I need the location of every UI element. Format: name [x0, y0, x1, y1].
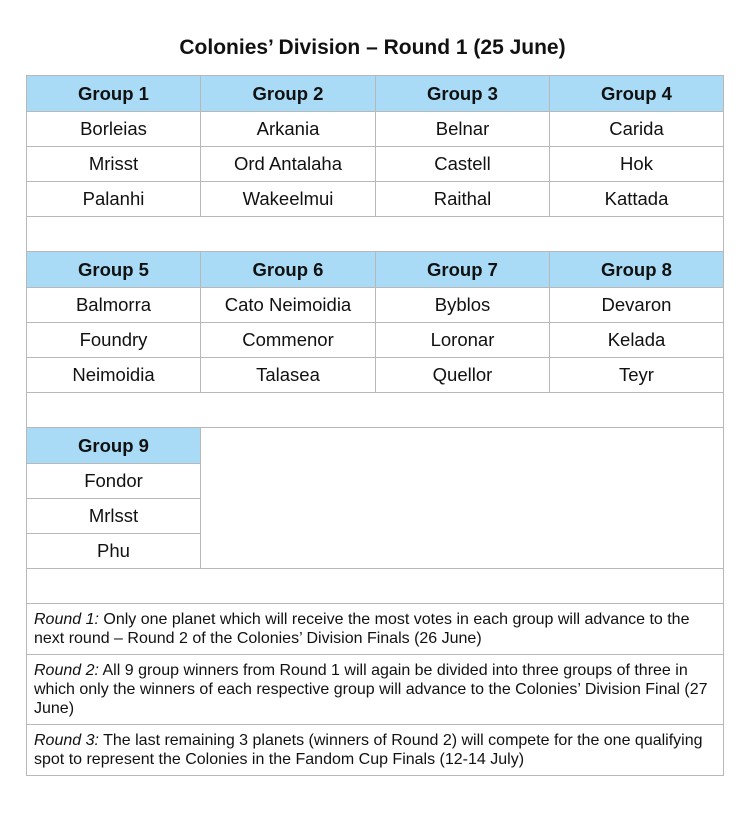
planet-cell: Commenor — [201, 323, 376, 358]
planet-cell: Borleias — [27, 112, 201, 147]
group-header: Group 9 — [27, 428, 201, 464]
note-label: Round 3: — [34, 732, 99, 749]
planet-cell: Loronar — [376, 323, 550, 358]
planet-cell: Byblos — [376, 288, 550, 323]
planet-cell: Mrlsst — [27, 499, 201, 534]
planet-cell: Mrisst — [27, 147, 201, 182]
note-round-3 — [27, 725, 724, 776]
note-round-2 — [27, 655, 724, 725]
table-row — [27, 323, 724, 358]
note-label: Round 1: — [34, 611, 99, 628]
group-header: Group 1 — [27, 76, 201, 112]
planet-cell: Arkania — [201, 112, 376, 147]
spacer-cell — [27, 393, 724, 428]
planet-cell: Hok — [550, 147, 724, 182]
spacer-cell — [27, 569, 724, 604]
table-row — [27, 288, 724, 323]
spacer-cell — [27, 217, 724, 252]
planet-cell: Ord Antalaha — [201, 147, 376, 182]
planet-cell: Cato Neimoidia — [201, 288, 376, 323]
note-row — [27, 725, 724, 776]
planet-cell: Raithal — [376, 182, 550, 217]
table-row — [27, 76, 724, 112]
planet-cell: Foundry — [27, 323, 201, 358]
spacer-row — [27, 569, 724, 604]
planet-cell: Phu — [27, 534, 201, 569]
planet-cell: Teyr — [550, 358, 724, 393]
planet-cell: Kattada — [550, 182, 724, 217]
page-title: Colonies’ Division – Round 1 (25 June) — [179, 36, 566, 59]
group-header: Group 2 — [201, 76, 376, 112]
group-header: Group 7 — [376, 252, 550, 288]
group-header: Group 6 — [201, 252, 376, 288]
planet-cell: Palanhi — [27, 182, 201, 217]
planet-cell: Devaron — [550, 288, 724, 323]
note-text: All 9 group winners from Round 1 will again be divided into three groups of three in which only the winners of each respective group will advance to the Colonies’ Division Final (27 June) — [34, 662, 708, 717]
table-row — [27, 112, 724, 147]
table-row — [27, 252, 724, 288]
planet-cell: Neimoidia — [27, 358, 201, 393]
planet-cell: Talasea — [201, 358, 376, 393]
group-header: Group 8 — [550, 252, 724, 288]
planet-cell: Wakeelmui — [201, 182, 376, 217]
table-row — [27, 428, 724, 464]
note-text: The last remaining 3 planets (winners of Round 2) will compete for the one qualifying spot to represent the Colonies in the Fandom Cup Finals (12-14 July) — [34, 732, 703, 768]
empty-cell — [201, 428, 724, 569]
groups-table — [26, 75, 724, 776]
spacer-row — [27, 217, 724, 252]
note-round-1 — [27, 604, 724, 655]
note-row — [27, 604, 724, 655]
note-label: Round 2: — [34, 662, 99, 679]
table-row — [27, 358, 724, 393]
spacer-row — [27, 393, 724, 428]
planet-cell: Kelada — [550, 323, 724, 358]
planet-cell: Balmorra — [27, 288, 201, 323]
note-row — [27, 655, 724, 725]
planet-cell: Fondor — [27, 464, 201, 499]
group-header: Group 5 — [27, 252, 201, 288]
planet-cell: Quellor — [376, 358, 550, 393]
group-header: Group 4 — [550, 76, 724, 112]
planet-cell: Castell — [376, 147, 550, 182]
planet-cell: Belnar — [376, 112, 550, 147]
note-text: Only one planet which will receive the most votes in each group will advance to the next round – Round 2 of the Colonies’ Division Finals (26 June) — [34, 611, 690, 647]
table-row — [27, 147, 724, 182]
table-row — [27, 182, 724, 217]
group-header: Group 3 — [376, 76, 550, 112]
planet-cell: Carida — [550, 112, 724, 147]
